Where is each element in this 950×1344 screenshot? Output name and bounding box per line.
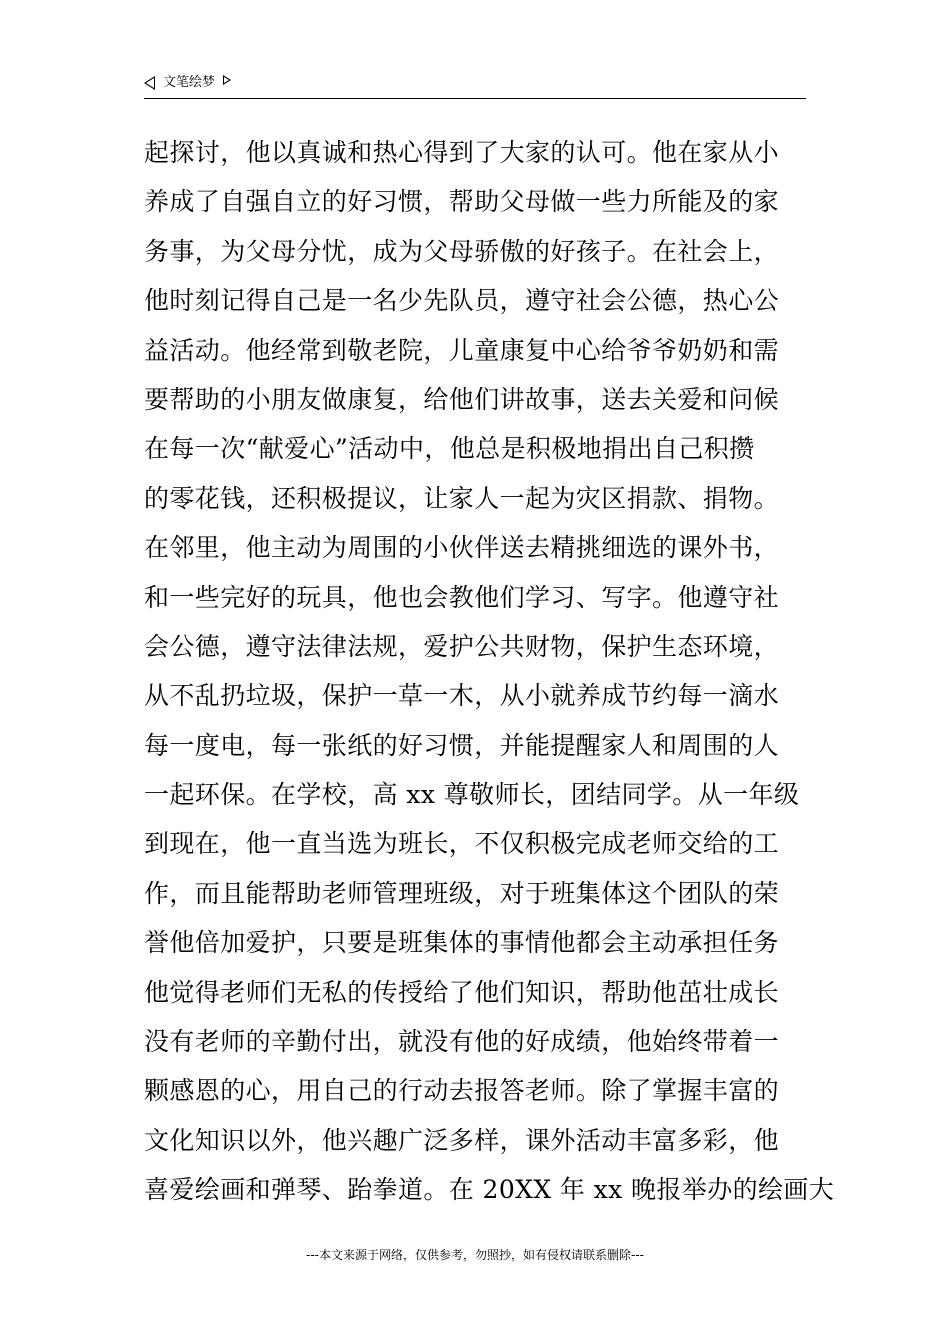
header-title: 文笔绘梦 [163,75,216,90]
text-line: 喜爱绘画和弹琴、跆拳道。在 20XX 年 xx 晚报举办的绘画大 [144,1175,835,1205]
text-line: 养成了自强自立的好习惯，帮助父母做一些力所能及的家 [144,187,780,217]
text-line: 务事，为父母分忧，成为父母骄傲的好孩子。在社会上， [144,236,780,266]
triangle-right-icon [223,75,231,85]
text-line: 他时刻记得自己是一名少先队员，遵守社会公德，热心公 [144,286,780,316]
text-line: 他觉得老师们无私的传授给了他们知识，帮助他茁壮成长 [144,977,780,1007]
header-row [144,74,231,92]
text-line: 在每一次“献爱心”活动中，他总是积极地捐出自己积攒 [144,434,755,464]
footer-notice: ---本文来源于网络，仅供参考，勿照抄，如有侵权请联系删除--- [306,1248,644,1262]
text-line: 在邻里，他主动为周围的小伙伴送去精挑细选的课外书， [144,533,780,563]
text-line: 颗感恩的心，用自己的行动去报答老师。除了掌握丰富的 [144,1076,780,1106]
text-line: 的零花钱，还积极提议，让家人一起为灾区捐款、捐物。 [144,483,780,513]
text-line: 誉他倍加爱护，只要是班集体的事情他都会主动承担任务 [144,928,780,958]
text-line: 要帮助的小朋友做康复，给他们讲故事，送去关爱和问候 [144,384,780,414]
text-line: 作，而且能帮助老师管理班级，对于班集体这个团队的荣 [144,878,780,908]
text-line: 文化知识以外，他兴趣广泛多样，课外活动丰富多彩，他 [144,1125,780,1155]
text-line: 会公德，遵守法律法规，爱护公共财物，保护生态环境， [144,631,780,661]
text-line: 和一些完好的玩具，他也会教他们学习、写字。他遵守社 [144,582,780,612]
body-text [144,128,835,1215]
text-line: 没有老师的辛勤付出，就没有他的好成绩，他始终带着一 [144,1027,780,1057]
text-line: 一起环保。在学校，高 xx 尊敬师长，团结同学。从一年级 [144,780,800,810]
text-line: 到现在，他一直当选为班长，不仅积极完成老师交给的工 [144,829,780,859]
triangle-left-icon [144,76,155,90]
text-line: 益活动。他经常到敬老院，儿童康复中心给爷爷奶奶和需 [144,335,780,365]
page-header [144,70,806,99]
text-line: 起探讨，他以真诚和热心得到了大家的认可。他在家从小 [144,138,780,167]
text-line: 每一度电，每一张纸的好习惯，并能提醒家人和周围的人 [144,730,780,760]
text-line: 从不乱扔垃圾，保护一草一木，从小就养成节约每一滴水 [144,681,780,711]
